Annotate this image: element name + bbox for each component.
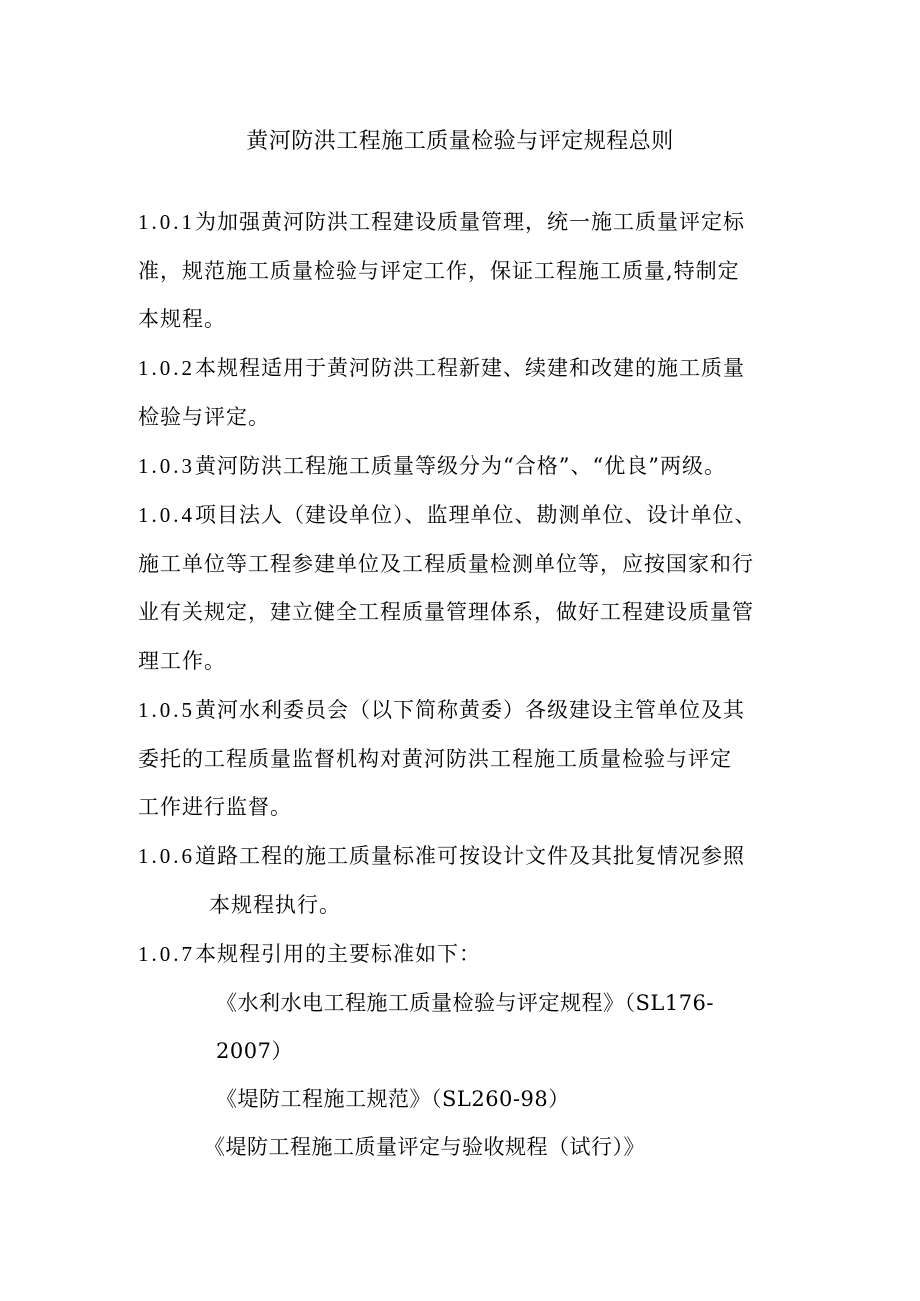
clause-1-0-7 — [138, 939, 481, 969]
clause-text: 本规程。 — [138, 307, 226, 331]
clause-number: 1.0.4 — [138, 503, 195, 527]
clause-number: 1.0.5 — [138, 698, 195, 722]
clause-text: 为加强黄河防洪工程建设质量管理，统一施工质量评定标 — [195, 210, 745, 234]
reference-item: 《堤防工程施工质量评定与验收规程（试行）》 — [204, 1135, 645, 1159]
clause-number: 1.0.2 — [138, 356, 195, 380]
clause-1-0-3 — [138, 451, 726, 481]
clause-text: 准，规范施工质量检验与评定工作，保证工程施工质量,特制定 — [138, 259, 740, 283]
clause-text: 黄河水利委员会（以下简称黄委）各级建设主管单位及其 — [195, 698, 745, 722]
clause-text: 施工单位等工程参建单位及工程质量检测单位等，应按国家和行 — [138, 552, 754, 576]
clause-number: 1.0.1 — [138, 210, 195, 234]
clause-text: 检验与评定。 — [138, 405, 270, 429]
clause-text: 黄河防洪工程施工质量等级分为“合格”、“优良”两级。 — [195, 454, 726, 478]
clause-1-0-1 — [138, 207, 745, 237]
reference-item: 《水利水电工程施工质量检验与评定规程》（SL176- — [216, 991, 715, 1015]
clause-number: 1.0.7 — [138, 942, 195, 966]
clause-text: 本规程适用于黄河防洪工程新建、续建和改建的施工质量 — [195, 356, 745, 380]
clause-1-0-6 — [138, 841, 745, 871]
clause-text: 委托的工程质量监督机构对黄河防洪工程施工质量检验与评定 — [138, 747, 732, 771]
clause-text: 理工作。 — [138, 649, 226, 673]
clause-1-0-2 — [138, 353, 745, 383]
clause-1-0-4 — [138, 500, 757, 530]
clause-text: 业有关规定，建立健全工程质量管理体系，做好工程建设质量管 — [138, 600, 754, 624]
clause-text: 本规程引用的主要标准如下： — [195, 942, 481, 966]
clause-1-0-5 — [138, 695, 745, 725]
document-title: 黄河防洪工程施工质量检验与评定规程总则 — [246, 129, 674, 154]
clause-text: 道路工程的施工质量标准可按设计文件及其批复情况参照 — [195, 844, 745, 868]
clause-number: 1.0.6 — [138, 844, 195, 868]
clause-text: 项目法人（建设单位）、监理单位、勘测单位、设计单位、 — [195, 503, 757, 527]
reference-item: 2007） — [216, 1039, 293, 1063]
reference-item: 《堤防工程施工规范》（SL260-98） — [216, 1087, 570, 1111]
clause-text: 本规程执行。 — [209, 893, 341, 917]
clause-text: 工作进行监督。 — [138, 795, 292, 819]
clause-number: 1.0.3 — [138, 454, 195, 478]
